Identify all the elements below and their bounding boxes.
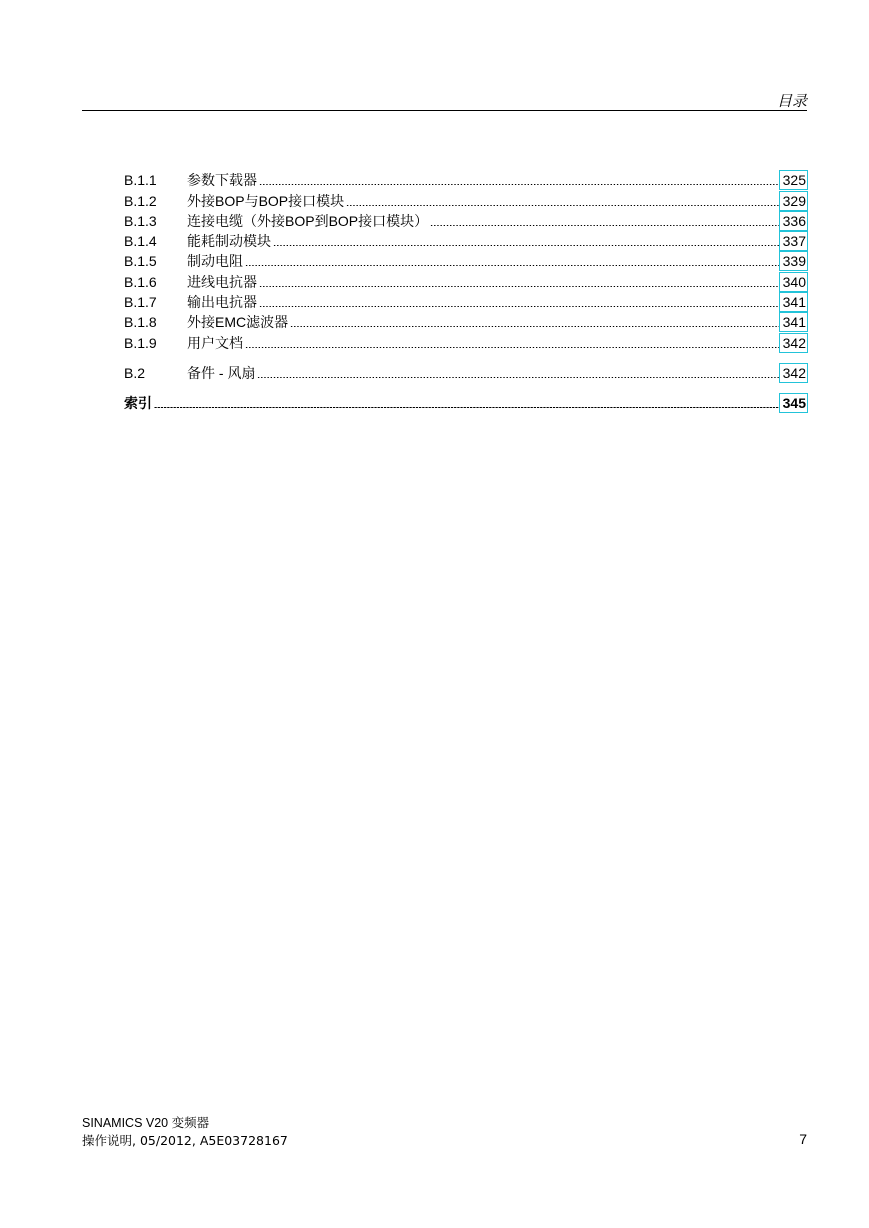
toc-entry-title[interactable]: 输出电抗器	[187, 294, 257, 311]
footer-product-name: SINAMICS V20 变频器	[82, 1116, 210, 1130]
toc-entry-title[interactable]: 制动电阻	[187, 253, 243, 270]
toc-entry-b-1-7[interactable]	[124, 290, 806, 310]
toc-page-link[interactable]: 342	[782, 364, 806, 381]
leader-dots	[245, 265, 779, 266]
toc-entry-b-1-3[interactable]	[124, 209, 806, 229]
toc-entry-b-1-1[interactable]	[124, 168, 806, 188]
toc-entry-title[interactable]: 进线电抗器	[187, 273, 257, 290]
leader-dots	[154, 407, 779, 408]
leader-dots	[257, 377, 779, 378]
toc-page-link[interactable]: 325	[782, 172, 806, 189]
toc-page-link[interactable]: 337	[782, 233, 806, 250]
toc-page-link[interactable]: 340	[782, 273, 806, 290]
toc-page-link[interactable]: 341	[782, 294, 806, 311]
leader-dots	[430, 225, 779, 226]
toc-entry-title[interactable]: 用户文档	[187, 334, 243, 351]
toc-entry-title[interactable]: 备件 - 风扇	[187, 364, 256, 381]
toc-entry-number: B.2	[124, 364, 146, 381]
toc-page-link[interactable]: 341	[782, 314, 806, 331]
toc-entry-number: B.1.8	[124, 314, 157, 331]
toc-entry-b-1-4[interactable]	[124, 229, 806, 249]
toc-entry-number: B.1.7	[124, 294, 157, 311]
toc-entry-b-2[interactable]	[124, 361, 806, 381]
toc-entry-b-1-6[interactable]	[124, 269, 806, 289]
toc-entry-number: B.1.6	[124, 273, 157, 290]
toc-entry-title[interactable]: 外接EMC滤波器	[187, 314, 289, 331]
toc-entry-number: B.1.1	[124, 172, 157, 189]
leader-dots	[259, 306, 779, 307]
toc-entry-title[interactable]: 索引	[124, 395, 152, 412]
page-number: 7	[799, 1131, 807, 1147]
leader-dots	[245, 347, 779, 348]
toc-entry-title[interactable]: 参数下载器	[187, 172, 257, 189]
toc-entry-b-1-5[interactable]	[124, 249, 806, 269]
leader-dots	[273, 245, 779, 246]
table-of-contents	[124, 168, 806, 411]
toc-entry-title[interactable]: 能耗制动模块	[187, 233, 271, 250]
leader-dots	[259, 286, 779, 287]
toc-page-link[interactable]: 339	[782, 253, 806, 270]
toc-entry-b-1-2[interactable]	[124, 188, 806, 208]
leader-dots	[259, 184, 779, 185]
toc-page-link[interactable]: 342	[782, 334, 806, 351]
toc-page-link[interactable]: 336	[782, 212, 806, 229]
toc-entry-title[interactable]: 外接BOP与BOP接口模块	[187, 192, 345, 209]
toc-entry-b-1-8[interactable]	[124, 310, 806, 330]
header-divider	[82, 110, 807, 111]
toc-entry-title[interactable]: 连接电缆（外接BOP到BOP接口模块）	[187, 212, 429, 229]
toc-entry-number: B.1.4	[124, 233, 157, 250]
toc-entry-number: B.1.3	[124, 212, 157, 229]
running-header-title: 目录	[776, 94, 807, 110]
toc-page-link[interactable]: 329	[782, 192, 806, 209]
footer	[82, 1114, 288, 1150]
toc-entry-b-1-9[interactable]	[124, 330, 806, 350]
footer-document-info: 操作说明, 05/2012, A5E03728167	[82, 1133, 288, 1148]
toc-page-link[interactable]: 345	[782, 395, 806, 412]
leader-dots	[290, 326, 779, 327]
toc-entry-number: B.1.2	[124, 192, 157, 209]
toc-entry-number: B.1.5	[124, 253, 157, 270]
toc-entry-number: B.1.9	[124, 334, 157, 351]
toc-entry-index[interactable]	[124, 391, 806, 411]
leader-dots	[346, 205, 779, 206]
